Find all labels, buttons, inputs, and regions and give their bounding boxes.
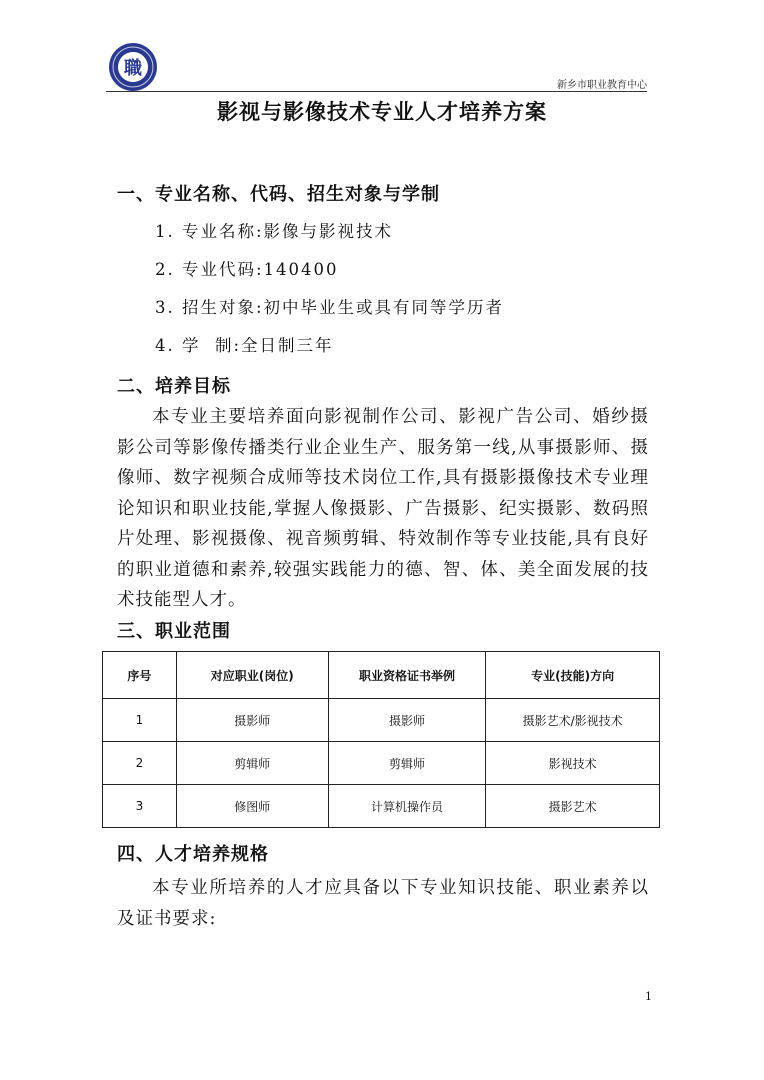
table-cell: 摄影师 bbox=[176, 699, 328, 742]
table-cell: 剪辑师 bbox=[176, 742, 328, 785]
table-cell: 1 bbox=[103, 699, 177, 742]
table-cell: 影视技术 bbox=[486, 742, 660, 785]
table-cell: 计算机操作员 bbox=[328, 785, 486, 828]
svg-text:職: 職 bbox=[124, 58, 142, 79]
table-cell: 修图师 bbox=[176, 785, 328, 828]
career-scope-table bbox=[102, 651, 660, 828]
info-item-major-code: 2. 专业代码:140400 bbox=[155, 260, 339, 279]
page-title: 影视与影像技术专业人才培养方案 bbox=[217, 100, 547, 124]
table-row bbox=[103, 785, 660, 828]
page-number: 1 bbox=[645, 990, 652, 1003]
section-heading-2: 二、培养目标 bbox=[117, 376, 231, 397]
table-header-row bbox=[103, 652, 660, 699]
header-divider bbox=[106, 91, 647, 92]
table-row bbox=[103, 699, 660, 742]
table-cell: 摄影艺术/影视技术 bbox=[486, 699, 660, 742]
info-item-duration: 4. 学 制:全日制三年 bbox=[155, 336, 334, 355]
section-heading-1: 一、专业名称、代码、招生对象与学制 bbox=[117, 184, 440, 205]
table-cell: 2 bbox=[103, 742, 177, 785]
school-emblem-icon bbox=[108, 42, 158, 92]
specification-paragraph: 本专业所培养的人才应具备以下专业知识技能、职业素养以及证书要求: bbox=[117, 878, 649, 929]
info-item-enrollment: 3. 招生对象:初中毕业生或具有同等学历者 bbox=[155, 298, 505, 317]
table-cell: 摄影师 bbox=[328, 699, 486, 742]
column-header-occupation: 对应职业(岗位) bbox=[176, 652, 328, 699]
section-heading-3: 三、职业范围 bbox=[117, 621, 231, 642]
table-cell: 3 bbox=[103, 785, 177, 828]
training-goal-paragraph: 本专业主要培养面向影视制作公司、影视广告公司、婚纱摄影公司等影像传播类行业企业生产、服务第一线,从事摄影师、摄像师、数字视频合成师等技术岗位工作,具有摄影摄像技术专业理论知识和职业技能,掌握人像摄影、广告摄影、纪实摄影、数码照片处理、影视摄像、视音频剪辑、特效制作等专业技能,具有良好的职业道德和素养,较强实践能力的德、智、体、美全面发展的技术技能型人才。 bbox=[117, 407, 649, 610]
column-header-certificate: 职业资格证书举例 bbox=[328, 652, 486, 699]
info-item-major-name: 1. 专业名称:影像与影视技术 bbox=[155, 222, 394, 241]
table-cell: 剪辑师 bbox=[328, 742, 486, 785]
column-header-direction: 专业(技能)方向 bbox=[486, 652, 660, 699]
table-cell: 摄影艺术 bbox=[486, 785, 660, 828]
header-organization: 新乡市职业教育中心 bbox=[557, 80, 647, 91]
column-header-index: 序号 bbox=[103, 652, 177, 699]
table-row bbox=[103, 742, 660, 785]
section-heading-4: 四、人才培养规格 bbox=[117, 844, 269, 865]
